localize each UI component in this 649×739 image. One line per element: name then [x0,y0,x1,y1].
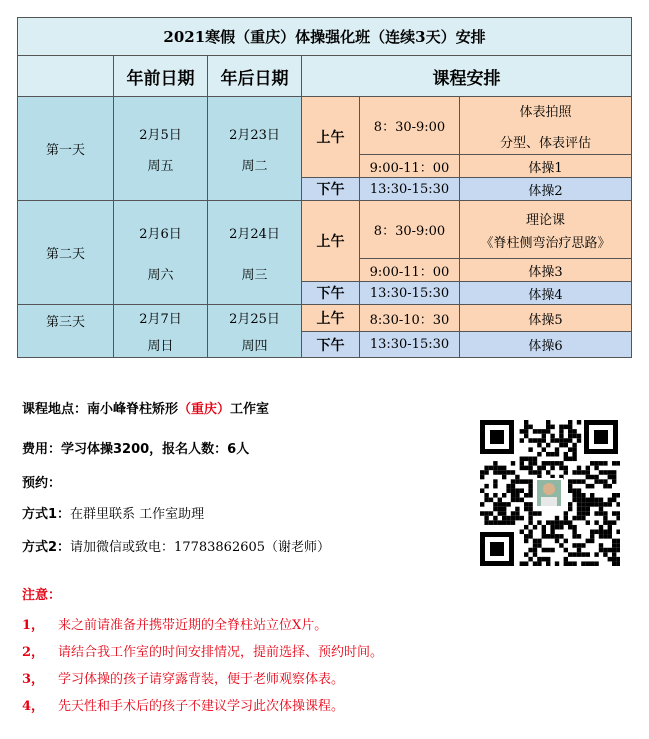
before-date-cell [114,305,208,358]
course-cell [460,201,632,259]
after-date-cell [208,201,302,305]
header-blank [18,56,114,97]
header-after-date: 年后日期 [208,56,302,97]
note-item [22,614,327,633]
booking-text: 预约： [22,476,62,491]
method-1-text: 在群里联系 工作室助理 [70,507,205,522]
course-line: 体表拍照 [519,104,572,120]
schedule-table [17,17,632,358]
course-line: 《脊柱侧弯治疗思路》 [480,235,611,251]
after-weekday: 周三 [241,267,268,283]
afternoon-label: 下午 [302,332,360,358]
note-item [22,668,344,687]
course-cell: 体操2 [460,178,632,201]
time-slot: 13:30-15:30 [360,178,460,201]
after-date-cell [208,97,302,201]
afternoon-label: 下午 [302,282,360,305]
before-date-cell [114,201,208,305]
course-location [22,398,269,417]
day-label: 第二天 [18,201,114,305]
notes-title: 注意： [22,588,62,603]
location-city: （重庆） [178,402,231,417]
table-title: 2021寒假（重庆）体操强化班（连续3天）安排 [18,18,632,56]
before-date: 2月5日 [139,127,182,143]
before-date: 2月6日 [139,226,182,242]
booking-label [22,472,61,491]
method-2 [22,536,330,555]
method-1 [22,503,204,522]
course-cell: 体操1 [460,155,632,178]
fee-info [22,438,249,457]
note-item [22,695,344,714]
day-label: 第三天 [18,305,114,358]
note-text: 请结合我工作室的时间安排情况，提前选择、预约时间。 [58,645,384,660]
day-label: 第一天 [18,97,114,201]
note-item [22,641,383,660]
note-text: 先天性和手术后的孩子不建议学习此次体操课程。 [58,699,345,714]
time-slot: 9:00-11：00 [360,155,460,178]
before-weekday: 周五 [147,158,174,174]
before-date: 2月7日 [139,312,182,327]
course-cell: 体操3 [460,259,632,282]
method-1-label: 方式1： [22,507,71,522]
before-weekday: 周日 [147,339,174,354]
after-weekday: 周四 [241,339,268,354]
course-cell [460,97,632,155]
course-cell: 体操5 [460,305,632,332]
time-slot: 8：30-9:00 [360,201,460,259]
afternoon-label: 下午 [302,178,360,201]
note-number: 3， [22,672,45,687]
course-line: 理论课 [526,212,566,228]
after-date: 2月23日 [229,127,280,143]
after-date-cell [208,305,302,358]
before-date-cell [114,97,208,201]
method-2-text: 请加微信或致电：17783862605（谢老师） [70,540,331,555]
fee-text: 费用：学习体操3200，报名人数：6人 [22,442,250,457]
morning-label: 上午 [302,305,360,332]
qr-code-icon [478,418,620,568]
before-weekday: 周六 [147,267,174,283]
method-2-label: 方式2： [22,540,71,555]
morning-label: 上午 [302,201,360,282]
time-slot: 13:30-15:30 [360,282,460,305]
note-number: 1， [22,618,45,633]
time-slot: 13:30-15:30 [360,332,460,358]
after-date: 2月24日 [229,226,280,242]
morning-label: 上午 [302,97,360,178]
header-course: 课程安排 [302,56,632,97]
location-suffix: 工作室 [230,402,270,417]
time-slot: 9:00-11：00 [360,259,460,282]
note-text: 来之前请准备并携带近期的全脊柱站立位X片。 [58,618,328,633]
header-before-date: 年前日期 [114,56,208,97]
note-number: 4， [22,699,45,714]
location-name: 南小峰脊柱矫形 [87,402,179,417]
after-date: 2月25日 [229,312,280,327]
time-slot: 8：30-9:00 [360,97,460,155]
after-weekday: 周二 [241,158,268,174]
course-line: 分型、体表评估 [500,135,592,151]
note-number: 2， [22,645,45,660]
location-label: 课程地点： [22,402,88,417]
note-text: 学习体操的孩子请穿露背装，便于老师观察体表。 [58,672,345,687]
course-cell: 体操4 [460,282,632,305]
time-slot: 8:30-10：30 [360,305,460,332]
course-cell: 体操6 [460,332,632,358]
